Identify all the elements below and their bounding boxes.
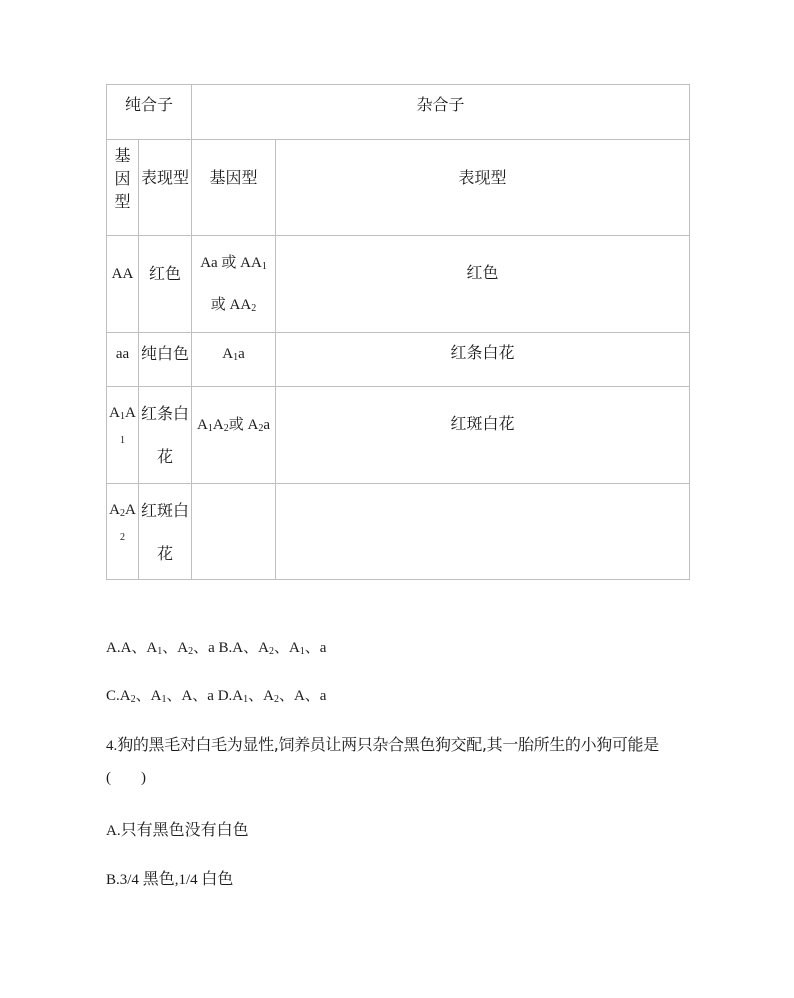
row3-phenotype-pure: 红条白花 [139, 387, 192, 484]
row3-phenotype-hetero: 红斑白花 [276, 387, 690, 484]
row1-phenotype-hetero: 红色 [276, 236, 690, 333]
subheader-phenotype-pure: 表现型 [139, 140, 192, 236]
row4-phenotype-pure: 红斑白花 [139, 484, 192, 580]
header-pure: 纯合子 [107, 85, 192, 140]
options-c-d: $C.A_2$、$A_1$、A、a $D.A_1$、$A_2$、A、a [106, 688, 327, 705]
row3-genotype-hetero: $A_1A_2$或 $A_2a$ [192, 387, 276, 484]
row1-phenotype-pure: 红色 [139, 236, 192, 333]
question-4-stem: 4.狗的黑毛对白毛为显性,饲养员让两只杂合黑色狗交配,其一胎所生的小狗可能是 [106, 735, 659, 754]
row4-genotype-pure: $A_2A$ $_2$ [107, 484, 139, 580]
row4-genotype-hetero [192, 484, 276, 580]
options-a-b: A.A、$A_1$、$A_2$、a B.A、$A_2$、$A_1$、a [106, 640, 327, 657]
row2-phenotype-pure: 纯白色 [139, 333, 192, 387]
header-hetero: 杂合子 [192, 85, 690, 140]
question-4-blank: ( ) [106, 770, 146, 786]
row1-genotype-pure: AA [107, 236, 139, 333]
row3-genotype-pure: $A_1A$ $_1$ [107, 387, 139, 484]
question-4-option-a: A.只有黑色没有白色 [106, 820, 249, 839]
subheader-genotype-pure: 基因型 [107, 140, 139, 236]
row2-phenotype-hetero: 红条白花 [276, 333, 690, 387]
subheader-genotype-hetero: 基因型 [192, 140, 276, 236]
row2-genotype-pure: aa [107, 333, 139, 387]
subheader-phenotype-hetero: 表现型 [276, 140, 690, 236]
genetics-table [106, 84, 690, 580]
question-4-option-b: B.3/4 黑色,1/4 白色 [106, 869, 234, 888]
row1-genotype-hetero: Aa 或 $AA_1$ 或 $AA_2$ [192, 236, 276, 333]
row4-phenotype-hetero [276, 484, 690, 580]
row2-genotype-hetero: $A_1a$ [192, 333, 276, 387]
